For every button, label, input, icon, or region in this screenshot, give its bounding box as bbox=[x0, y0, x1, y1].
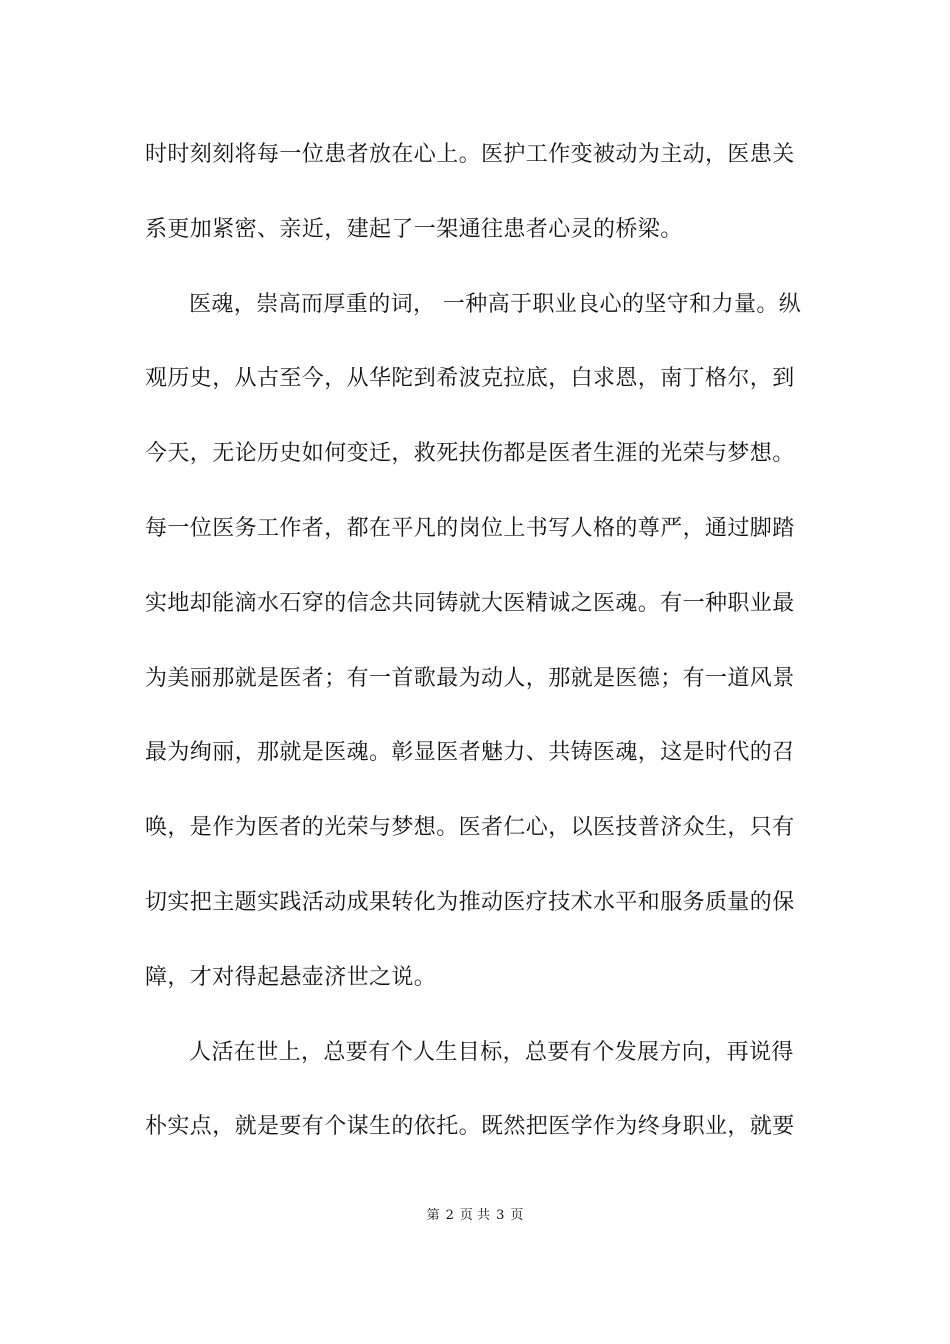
text-line: 医魂，崇高而厚重的词， 一种高于职业良心的坚守和力量。纵 bbox=[189, 291, 802, 317]
text-line: 时时刻刻将每一位患者放在心上。医护工作变被动为主动，医患关 bbox=[145, 142, 795, 167]
text-line: 为美丽那就是医者；有一首歌最为动人，那就是医德；有一道风景 bbox=[145, 665, 795, 691]
footer-middle: 页 共 bbox=[459, 1208, 491, 1223]
text-line: 切实把主题实践活动成果转化为推动医疗技术水平和服务质量的保 bbox=[145, 889, 795, 915]
footer-total-pages: 3 bbox=[496, 1208, 505, 1223]
text-line: 系更加紧密、亲近，建起了一架通往患者心灵的桥梁。 bbox=[145, 216, 683, 242]
text-line: 最为绚丽，那就是医魂。彰显医者魅力、共铸医魂，这是时代的召 bbox=[145, 740, 795, 766]
text-line: 朴实点，就是要有个谋生的依托。既然把医学作为终身职业，就要 bbox=[145, 1114, 795, 1140]
text-line: 观历史，从古至今，从华陀到希波克拉底，白求恩，南丁格尔，到 bbox=[145, 366, 795, 392]
footer-suffix: 页 bbox=[510, 1208, 524, 1223]
text-line: 今天，无论历史如何变迁，救死扶伤都是医者生涯的光荣与梦想。 bbox=[145, 441, 795, 467]
text-line: 唤，是作为医者的光荣与梦想。医者仁心，以医技普济众生，只有 bbox=[145, 815, 795, 841]
paragraph-1 bbox=[145, 133, 810, 283]
paragraph-3 bbox=[145, 1031, 810, 1181]
text-line: 障，才对得起悬壶济世之说。 bbox=[145, 964, 437, 990]
text-line: 人活在世上，总要有个人生目标，总要有个发展方向，再说得 bbox=[189, 1039, 794, 1065]
text-line: 实地却能滴水石穿的信念共同铸就大医精诚之医魂。有一种职业最 bbox=[145, 590, 795, 616]
paragraph-2 bbox=[145, 283, 810, 1031]
footer-page-number: 2 bbox=[445, 1208, 454, 1223]
page-footer bbox=[0, 1206, 950, 1226]
footer-prefix: 第 bbox=[426, 1208, 440, 1223]
document-body bbox=[145, 133, 810, 1180]
text-line: 每一位医务工作者，都在平凡的岗位上书写人格的尊严，通过脚踏 bbox=[145, 515, 795, 541]
